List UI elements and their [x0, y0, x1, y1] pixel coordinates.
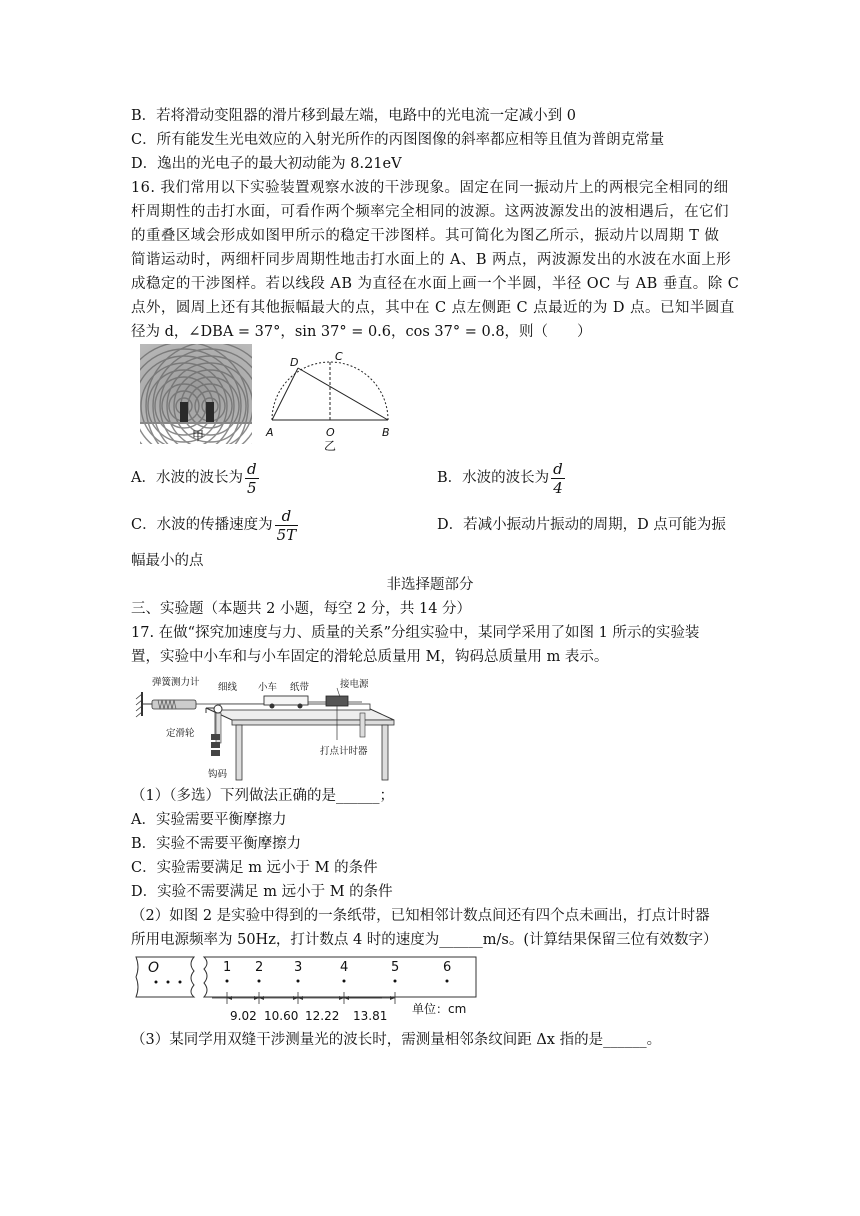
q17-part-3: （3）某同学用双缝干涉测量光的波长时，需测量相邻条纹间距 Δx 指的是______。 [131, 1032, 662, 1048]
q16-line-4: 简谐运动时，两细杆同步周期性地击打水面上的 A、B 两点，两波源发出的水波在水面上形 [131, 252, 732, 268]
point-b-label: B [382, 426, 390, 439]
tape-distance-4: 13.81 [353, 1009, 388, 1023]
q15-option-c: C．所有能发生光电效应的入射光所作的丙图图像的斜率都应相等且值为普朗克常量 [131, 132, 665, 148]
fraction-numerator: d [246, 459, 257, 478]
semicircle-figure [262, 344, 402, 456]
point-o-label: O [326, 426, 335, 439]
fig-jia-label: 甲 [192, 429, 205, 443]
q17-line-2: 置，实验中小车和与小车固定的滑轮总质量用 M，钩码总质量用 m 表示。 [131, 649, 609, 665]
tape-unit-label: 单位：cm [412, 1002, 467, 1016]
q17-part-2-line-1: （2）如图 2 是实验中得到的一条纸带，已知相邻计数点间还有四个点未画出，打点计时器 [131, 908, 710, 924]
q16-option-d: D．若减小振动片振动的周期，D 点可能为振 [437, 517, 726, 533]
fig-yi-label: 乙 [324, 439, 337, 453]
label-power: 接电源 [340, 679, 369, 690]
semicircle-diagram [262, 344, 402, 456]
interference-photo-figure [140, 344, 252, 444]
fraction-numerator: d [275, 507, 299, 526]
fraction-denominator: 5T [276, 525, 297, 544]
q16-option-b-text: B．水波的波长为 [437, 470, 550, 486]
q17-part-1: （1）（多选）下列做法正确的是______； [131, 788, 394, 804]
q16-option-a-text: A．水波的波长为 [131, 470, 243, 486]
section-three-heading: 三、实验题（本题共 2 小题，每空 2 分，共 14 分） [131, 601, 472, 617]
q15-option-d: D．逸出的光电子的最大初动能为 8.21eV [131, 156, 402, 172]
label-weights: 钩码 [208, 769, 228, 780]
fraction-numerator: d [553, 459, 563, 478]
q16-line-1: 16. 我们常用以下实验装置观察水波的干涉现象。固定在同一振动片上的两根完全相同的细 [131, 180, 729, 196]
label-tape: 纸带 [290, 682, 310, 693]
fraction-d-over-4 [551, 460, 565, 497]
tape-point-1: 1 [223, 960, 232, 975]
q17-option-b: B．实验不需要平衡摩擦力 [131, 836, 302, 852]
section-title: 非选择题部分 [386, 577, 474, 593]
label-pulley: 定滑轮 [166, 728, 195, 739]
apparatus-figure [130, 672, 400, 784]
label-thread: 细线 [218, 682, 238, 693]
tape-distance-1: 9.02 [230, 1009, 257, 1023]
label-spring-scale: 弹簧测力计 [152, 677, 200, 688]
label-cart: 小车 [258, 682, 278, 693]
water-wave-interference-image [140, 344, 252, 444]
point-c-label: C [335, 350, 343, 363]
q16-option-d-continued: 幅最小的点 [131, 553, 204, 569]
tape-point-2: 2 [255, 960, 264, 975]
q16-option-c [131, 505, 298, 545]
fraction-d-over-5 [245, 460, 259, 497]
q16-option-b [437, 458, 565, 498]
q17-option-a: A．实验需要平衡摩擦力 [131, 812, 287, 828]
fraction-denominator: 4 [553, 478, 563, 497]
q16-option-c-text: C．水波的传播速度为 [131, 517, 273, 533]
tape-point-3: 3 [294, 960, 303, 975]
q16-line-2: 杆周期性的击打水面，可看作两个频率完全相同的波源。这两波源发出的波相遇后，在它们 [131, 204, 729, 220]
q16-line-3: 的重叠区域会形成如图甲所示的稳定干涉图样。其可简化为图乙所示，振动片以周期 T 做 [131, 228, 720, 244]
tape-point-6: 6 [443, 960, 452, 975]
apparatus-diagram [130, 672, 400, 784]
q17-part-2-line-2: 所用电源频率为 50Hz，打计数点 4 时的速度为______m/s。(计算结果保留三位有效数字） [131, 932, 718, 948]
q16-line-7: 径为 d，∠DBA = 37°，sin 37° = 0.6，cos 37° = 0.8，则（ ） [131, 324, 592, 340]
tape-point-4: 4 [340, 960, 349, 975]
fraction-d-over-5t [275, 507, 299, 544]
fraction-denominator: 5 [247, 478, 257, 497]
point-a-label: A [266, 426, 274, 439]
tape-distance-3: 12.22 [305, 1009, 340, 1023]
q15-option-b: B．若将滑动变阻器的滑片移到最左端，电路中的光电流一定减小到 0 [131, 108, 576, 124]
tape-point-5: 5 [391, 960, 400, 975]
label-timer: 打点计时器 [320, 746, 368, 757]
point-d-label: D [290, 356, 299, 369]
q17-option-d: D．实验不需要满足 m 远小于 M 的条件 [131, 884, 393, 900]
paper-tape-diagram [132, 954, 478, 1026]
q16-option-a [131, 458, 259, 498]
q17-line-1: 17. 在做“探究加速度与力、质量的关系”分组实验中，某同学采用了如图 1 所示的实验装 [131, 625, 700, 641]
q16-line-6: 点外，圆周上还有其他振幅最大的点，其中在 C 点左侧距 C 点最近的为 D 点。已知半圆直 [131, 300, 735, 316]
paper-tape-figure [132, 954, 478, 1026]
tape-distance-2: 10.60 [264, 1009, 299, 1023]
q17-option-c: C．实验需要满足 m 远小于 M 的条件 [131, 860, 378, 876]
q16-line-5: 成稳定的干涉图样。若以线段 AB 为直径在水面上画一个半圆，半径 OC 与 AB 垂直。除 C [131, 276, 740, 292]
tape-origin-label: O [148, 960, 160, 976]
